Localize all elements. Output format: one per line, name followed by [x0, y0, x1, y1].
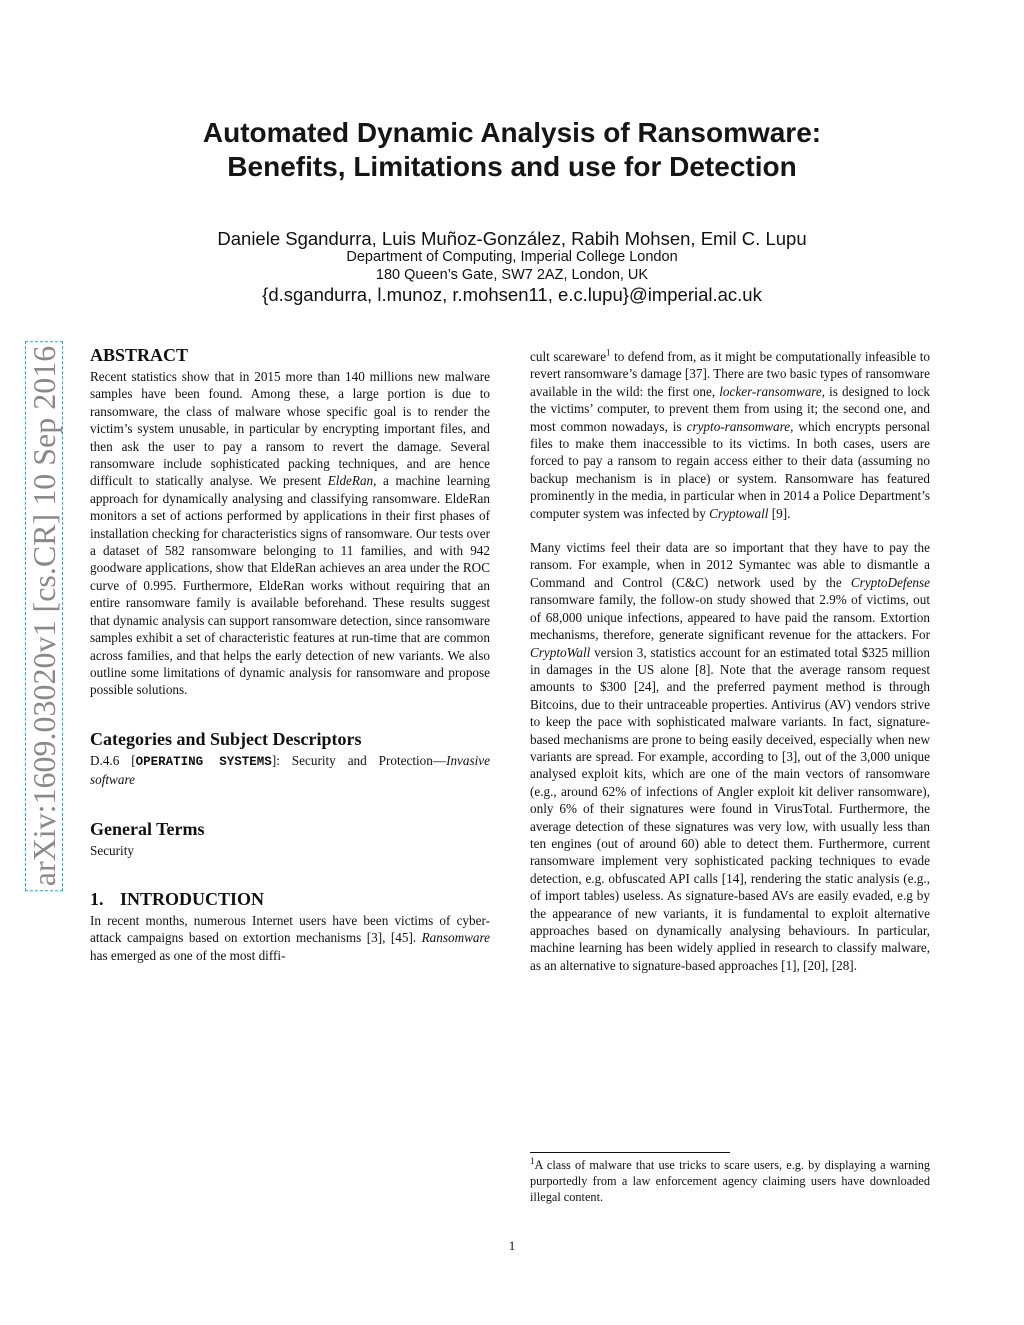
affiliation-address: 180 Queen’s Gate, SW7 2AZ, London, UK — [375, 267, 649, 283]
intro-p1-part-b: to defend from, as it might be computationally infeasible to revert ransomware’s damage [37]. There are two basic types of ransomware available in the wild: the first one, — [530, 349, 930, 399]
abstract-text-part-2: , a machine learning approach for dynamically analysing and classifying ransomware. EldeRan monitors a set of actions performed by applications in their first phases of installation checking for characteristics signs of ransomware. Our tests over a dataset of 582 ransomware belonging to 11 families, and with 942 goodware applications, show that EldeRan achieves an area under the ROC curve of 0.995. Furthermore, EldeRan works without requiring that an entire ransomware family is available beforehand. These results suggest that dynamic analysis can support ransomware detection, since ransomware samples exhibit a set of characteristic features at run-time that are common across families, and that helps the early detection of new variants. We also outline some limitations of dynamic analysis for ransomware and propose possible solutions. — [90, 473, 491, 698]
left-column — [90, 344, 490, 964]
ransomware-emphasis: Ransomware — [421, 930, 490, 946]
footnote-ref[interactable]: 1 — [606, 347, 611, 358]
intro-left-part-1: In recent months, numerous Internet users have been victims of cyber-attack campaigns based on extortion mechanisms [3], [45]. — [90, 912, 490, 946]
title-line-2: Benefits, Limitations and use for Detection — [227, 151, 797, 182]
category-rest: ]: Security and Protection— — [271, 752, 447, 768]
arxiv-identifier[interactable]: arXiv:1609.03020v1 [cs.CR] 10 Sep 2016 — [25, 341, 63, 891]
intro-p1-part-e: [9]. — [768, 505, 791, 521]
categories-text — [90, 752, 490, 789]
footnote-divider — [530, 1152, 730, 1153]
affiliation-department: Department of Computing, Imperial College London — [346, 249, 678, 265]
author-list: Daniele Sgandurra, Luis Muñoz-González, Rabih Mohsen, Emil C. Lupu — [217, 228, 807, 249]
eldearan-emphasis: EldeRan — [327, 473, 374, 489]
cryptodefense-emphasis: CryptoDefense — [850, 574, 930, 590]
intro-p1-part-d: , which encrypts personal files to make them inaccessible to its victims. In both cases, users are forced to pay a ransom to regain access either to their data (assuming no backup mechanism is in place) or system. Ransomware has featured prominently in the media, in particular when in 2014 a Police Department’s computer system was infected by — [530, 418, 930, 521]
introduction-heading — [90, 888, 490, 910]
footnote-mark: 1 — [530, 1155, 535, 1166]
title-line-1: Automated Dynamic Analysis of Ransomware: — [202, 117, 822, 148]
intro-text-left — [90, 912, 490, 964]
category-code: D.4.6 [ — [90, 752, 136, 768]
category-subject: Invasive software — [90, 752, 490, 788]
footnote-text: A class of malware that use tricks to scare users, e.g. by displaying a warning purportedly from a law enforcement agency claiming users have downloaded illegal content. — [530, 1158, 930, 1204]
section-title: INTRODUCTION — [120, 888, 265, 909]
intro-p1-part-c: , is designed to lock the victims’ computer, to prevent them from using it; the second one, and most common nowadays, is — [530, 383, 930, 434]
locker-ransomware-emphasis: locker-ransomware — [719, 383, 822, 399]
intro-left-part-2: has emerged as one of the most diffi- — [90, 947, 286, 963]
section-number: 1. — [90, 888, 104, 909]
intro-p1-part-a: cult scareware — [530, 349, 607, 364]
categories-heading: Categories and Subject Descriptors — [90, 728, 362, 749]
general-terms-text: Security — [90, 842, 134, 858]
intro-paragraph-1 — [530, 348, 930, 522]
abstract-text — [90, 368, 490, 699]
right-column — [530, 348, 930, 974]
intro-p2-part-b: ransomware family, the follow-on study showed that 2.9% of victims, out of 68,000 unique infections, appeared to have paid the ransom. Extortion mechanisms, therefore, generate significant revenue for the attackers. For — [530, 592, 930, 643]
crypto-ransomware-emphasis: crypto-ransomware — [686, 418, 791, 434]
cryptowall-emphasis: Cryptowall — [709, 505, 769, 521]
abstract-heading: ABSTRACT — [90, 345, 189, 365]
general-terms-heading: General Terms — [90, 818, 205, 839]
footnote — [530, 1157, 930, 1205]
category-term: OPERATING SYSTEMS — [135, 754, 272, 769]
cryptowall-v3-emphasis: CryptoWall — [530, 644, 591, 660]
intro-p2-part-c: version 3, statistics account for an estimated total $325 million in damages in the US alone [8]. Note that the average ransom request amounts to $300 [24], and the preferred payment method is through Bitcoins, due to their untraceable properties. Antivirus (AV) vendors strive to keep the pace with sophisticated malware variants. In fact, signature-based mechanisms are prone to being easily deceived, especially when new variants are spread. For example, according to [3], out of the 3,000 unique analysed exploit kits, which are one of the main vectors of ransomware (e.g., around 62% of infections of Angler exploit kit deliver ransomware), only 6% of their signatures were found in VirusTotal. Furthermore, the average detection of these signatures was very low, with usually less than ten engines (out of around 60) able to detect them. Furthermore, current ransomware implement very sophisticated packing techniques to evade detection, e.g. obfuscated API calls [14], rendering the static analysis (e.g., of import tables) useless. As signature-based AVs are easily evaded, e.g by the appearance of new variants, it is fundamental to exploit alternative approaches based on dynamically analysing behaviours. In particular, machine learning has been widely applied in research to classify malware, as an alternative to signature-based approaches [1], [20], [28]. — [530, 644, 930, 973]
page-number: 1 — [508, 1238, 516, 1253]
paper-title — [120, 116, 904, 184]
intro-p2-part-a: Many victims feel their data are so important that they have to pay the ransom. For example, when in 2012 Symantec was able to dismantle a Command and Control (C&C) network used by the — [530, 540, 930, 590]
author-emails[interactable]: {d.sgandurra, l.munoz, r.mohsen11, e.c.lupu}@imperial.ac.uk — [262, 284, 762, 305]
intro-paragraph-2 — [530, 539, 930, 974]
abstract-text-part-1: Recent statistics show that in 2015 more than 140 millions new malware samples have been found. Among these, a large portion is due to ransomware, the class of malware whose specific goal is to render the victim’s system unusable, in particular by encrypting important files, and then ask the user to pay a ransom to revert the damage. Several ransomware include sophisticated packing techniques, and are hence difficult to statically analyse. We present — [90, 369, 490, 489]
